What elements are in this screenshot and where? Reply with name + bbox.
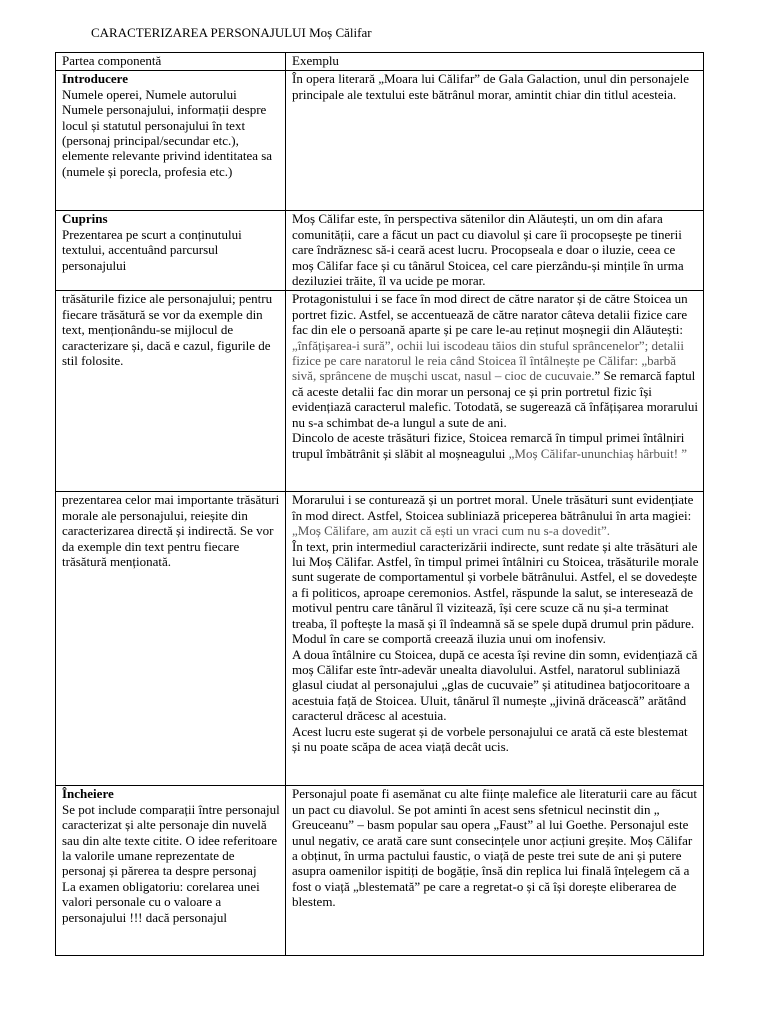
moral-left-cell <box>56 492 286 786</box>
moral-traits-description: prezentarea celor mai importante trăsături morale ale personajului, reieșite din caracterizarea directă și indirectă. Se vor da exemple din text pentru fiecare trăsătură menționată. <box>62 492 280 570</box>
header-component-part: Partea componentă <box>56 53 286 71</box>
incheiere-left-cell <box>56 786 286 956</box>
table-row-cuprins <box>56 211 704 291</box>
cuprins-example-cell <box>286 211 704 291</box>
incheiere-description-1: Se pot include comparații între personajul caracterizat și alte personaje din nuvelă sau din alte texte citite. O idee referitoare la valorile umane reprezentate de personaj și părerea ta despre personaj <box>62 801 280 879</box>
intro-example: În opera literară „Moara lui Călifar” de Gala Galaction, unul din personajele principale ale textului este bătrânul morar, amintit chiar din titlul acesteia. <box>292 71 690 102</box>
cuprins-left-cell <box>56 211 286 291</box>
intro-example-cell <box>286 71 704 211</box>
moral-paragraph-2: În text, prin intermediul caracterizării indirecte, sunt redate și alte trăsături ale lui Moș Călifar. Astfel, în timpul primei întâlniri cu Stoicea, trăsăturile morale sunt sugerate de comportamentul și vorbele bătrânului. Astfel, el se dovedește a fi politicos, aproape ceremonios. Astfel, răspunde la salut, se interesează de motivul pentru care tânărul îl vizitează, își cere scuze că nu și-a terminat treaba, îl poftește la masă și îl îndeamnă să se spele după drumul prin pădure. Modul în care se comportă creează iluzia unui om inofensiv. <box>292 538 699 647</box>
header-example: Exemplu <box>286 53 704 71</box>
cuprins-example: Moș Călifar este, în perspectiva sătenilor din Alăutești, un om din afara comunității, care a făcut un pact cu diavolul și care îi procopsește pe tinerii care îndrăznesc să-i ceară acest lucru. Procopseala e doar o iluzie, ceea ce moș Călifar face și cu tânărul Stoicea, cel care pierzându-și mințile în urma deziluziei trăite, îl va ucide pe morar. <box>292 211 684 289</box>
characterization-table <box>55 52 704 956</box>
section-heading-incheiere: Încheiere <box>62 786 114 802</box>
section-heading-introducere: Introducere <box>62 71 128 87</box>
incheiere-example-cell <box>286 786 704 956</box>
physical-traits-description: trăsăturile fizice ale personajului; pentru fiecare trăsătură se vor da exemple din text, menționându-se mijlocul de caracterizare și, dacă e cazul, figurile de stil folosite. <box>62 291 273 369</box>
section-heading-cuprins: Cuprins <box>62 211 108 227</box>
moral-paragraph-3: A doua întâlnire cu Stoicea, după ce acesta își revine din somn, evidențiază că moș Călifar este într-adevăr unealta diavolului. Astfel, naratorul subliniază glasul ciudat al personajului „glas de cucuvaie” și atitudinea batjocoritoare a acestuia față de Stoicea. Uluit, tânărul îl numește „jivină drăcească” arătând caracterul drăcesc al acestuia. <box>292 646 698 724</box>
physical-text-1b: ” Se remarcă faptul că aceste detalii fac din morar un personaj ce și prin portretul fizic își evidențiază caracterul malefic. Totodată, se sugerează că înfățișarea morarului nu s-a schimbat de-a lungul a sute de ani. <box>292 368 698 430</box>
moral-example-cell <box>286 492 704 786</box>
physical-text-1a: Protagonistului i se face în mod direct de către narator și de către Stoicea un portret fizic. Astfel, se accentuează de către narator câteva detalii fizice care fac din ele o persoană aparte și pe care le-au reținut moșnegii din Alăutești: <box>292 291 688 338</box>
intro-left-cell <box>56 71 286 211</box>
incheiere-description-2: La examen obligatoriu: corelarea unei valori personale cu o valoare a personajului !!! dacă personajul <box>62 878 260 925</box>
physical-example-cell <box>286 291 704 492</box>
physical-paragraph-2 <box>292 430 699 461</box>
moral-quote-1: „Moș Călifare, am auzit că ești un vraci cum nu s-a dovedit”. <box>292 523 611 539</box>
table-row-physical-traits <box>56 291 704 492</box>
table-row-moral-traits <box>56 492 704 786</box>
intro-description: Numele operei, Numele autorului Numele personajului, informații despre locul și statutul personajului în text (personaj principal/secundar etc.), elemente relevante privind identitatea sa (numele și porecla, profesia etc.) <box>62 86 273 179</box>
incheiere-example: Personajul poate fi asemănat cu alte ființe malefice ale literaturii care au făcut un pact cu diavolul. Se pot aminti în acest sens sfetnicul necinstit din „ Greuceanu” – basm popular sau opera „Faust” al lui Goethe. Personajul este unul negativ, ce arată care sunt consecințele unor acțiuni greșite. Moș Călifar a obținut, în urma pactului faustic, o viață de peste trei sute de ani și putere asupra oamenilor ispitiți de bogăție, însă din replica lui finală înțelegem că a fost o viață „blestemată” pe care a regretat-o și că își dorește eliberarea de blestem. <box>292 786 697 910</box>
table-header-row <box>56 53 704 71</box>
physical-paragraph-1 <box>292 291 699 430</box>
table-row-introducere <box>56 71 704 211</box>
moral-paragraph-4: Acest lucru este sugerat și de vorbele personajului ce arată că este blestemat și nu poate scăpa de acea viață decât ucis. <box>292 723 688 754</box>
moral-paragraph-1 <box>292 492 699 538</box>
physical-quote-2: „Moș Călifar-ununchiaș hârbuit! ” <box>508 445 688 461</box>
cuprins-description: Prezentarea pe scurt a conținutului textului, accentuând parcursul personajului <box>62 226 242 273</box>
physical-quote-1: „înfățișarea-i sură”, ochii lui iscodeau tăios din stuful sprâncenelor”; detalii fizice pe care naratorul le reia când Stoicea îl întâlnește pe Călifar: „barbă sivă, sprâncene de mușchi uscat, nasul – cioc de cucuvaie. <box>292 337 685 384</box>
physical-left-cell <box>56 291 286 492</box>
table-row-incheiere <box>56 786 704 956</box>
page-title: CARACTERIZAREA PERSONAJULUI Moș Călifar <box>91 25 372 40</box>
moral-text-1a: Morarului i se conturează și un portret moral. Unele trăsături sunt evidențiate în mod direct. Astfel, Stoicea subliniază priceperea bătrânului în arta magiei: <box>292 492 694 523</box>
physical-text-2a: Dincolo de aceste trăsături fizice, Stoicea remarcă în timpul primei întâlniri trupul îmbătrânit și slăbit al moșneagului <box>292 430 685 461</box>
